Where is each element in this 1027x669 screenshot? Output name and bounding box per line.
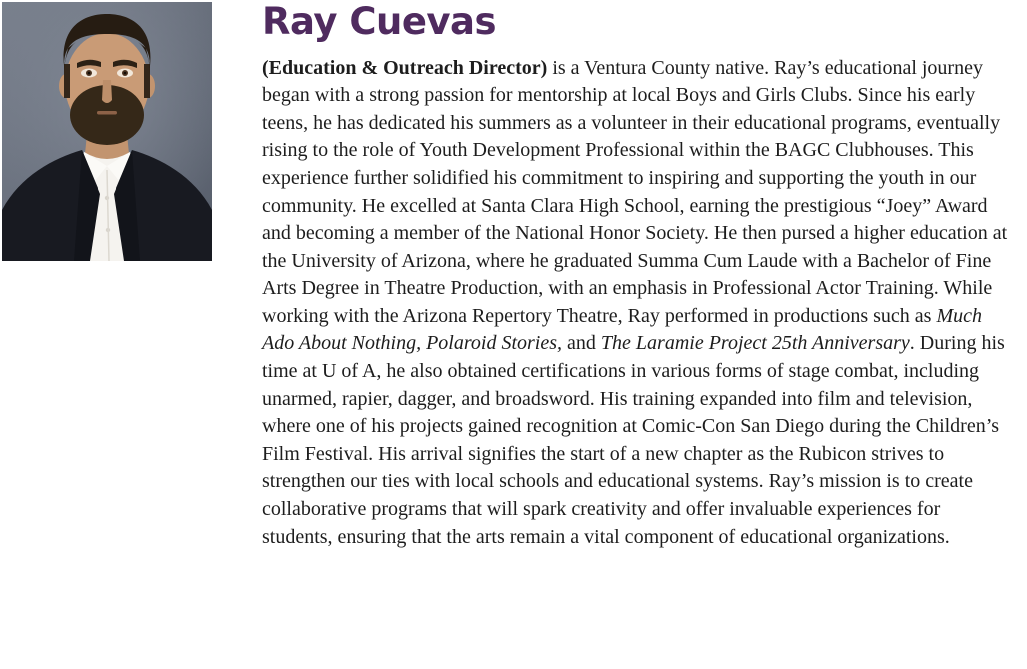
portrait-photo — [2, 2, 212, 261]
page-title: Ray Cuevas — [262, 0, 497, 43]
bio-play-title: Much Ado About Nothing, — [262, 304, 982, 355]
bio-content — [262, 0, 1014, 551]
bio-text-segment: . During his time at U of A, he also obtained certifications in various forms of stage combat, including unarmed, rapier, dagger, and broadsword. His training expanded into film and television, where one of his projects gained recognition at Comic-Con San Diego during the Children’s Film Festival. His arrival signifies the start of a new chapter as the Rubicon strives to strengthen our ties with local schools and educational systems. Ray’s mission is to create collaborative programs that will spark creativity and offer invaluable experiences for students, ensuring that the arts remain a vital component of educational organizations. — [262, 332, 1005, 548]
bio-text-segment: is a Ventura County native. Ray’s educational journey began with a strong passion for mentorship at local Boys and Girls Clubs. Since his early teens, he has dedicated his summers as a volunteer in their educational programs, eventually rising to the role of Youth Development Professional within the BAGC Clubhouses. This experience further solidified his commitment to inspiring and supporting the youth in our community. He excelled at Santa Clara High School, earning the prestigious “Joey” Award and becoming a member of the National Honor Society. He then pursed a higher education at the University of Arizona, where he graduated Summa Cum Laude with a Bachelor of Fine Arts Degree in Theatre Production, with an emphasis in Professional Actor Training. While working with the Arizona Repertory Theatre, Ray performed in productions such as — [262, 56, 1008, 327]
bio-text-segment: and — [562, 332, 601, 355]
bio-play-title: Polaroid Stories, — [426, 332, 563, 355]
bio-role-bold: (Education & Outreach Director) — [262, 56, 548, 79]
mouth — [97, 111, 117, 115]
nose — [102, 80, 112, 103]
bio-play-title: The Laramie Project 25th Anniversary — [600, 332, 910, 355]
sideburn-right — [144, 64, 150, 98]
sideburn-left — [64, 64, 70, 98]
portrait-illustration — [2, 2, 212, 261]
bio-paragraph — [262, 55, 1014, 552]
